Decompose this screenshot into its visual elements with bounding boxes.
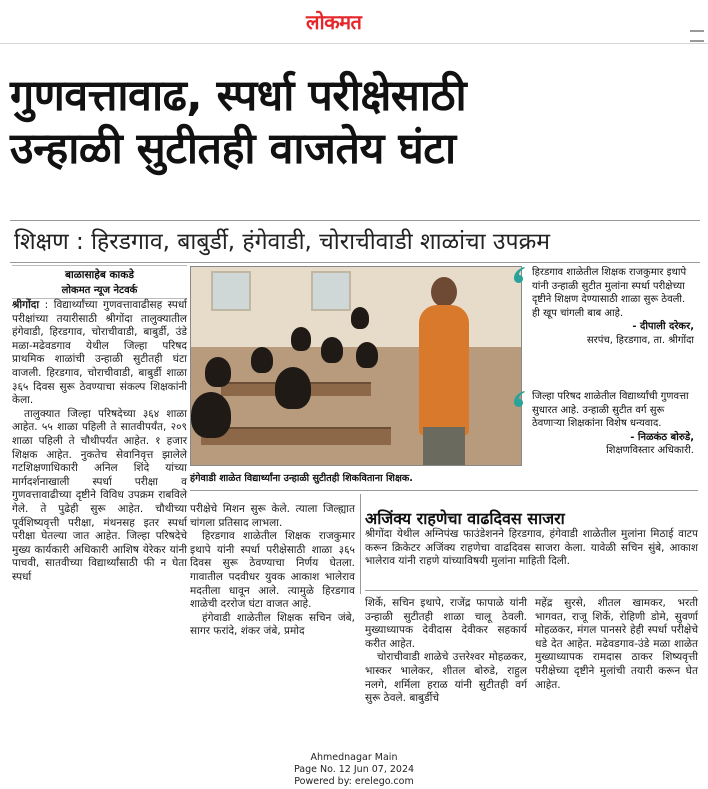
page-footer <box>0 752 708 788</box>
quote-role: शिक्षणविस्तार अधिकारी. <box>606 445 694 456</box>
quote-icon <box>512 266 528 284</box>
quote-name: - दीपाली दरेकर, <box>632 321 694 332</box>
byline-network: लोकमत न्यूज नेटवर्क <box>12 282 187 299</box>
divider <box>190 490 698 491</box>
article-column-3 <box>365 597 527 737</box>
quote-name: - निळकंठ बोरुडे, <box>630 431 694 443</box>
article-column-2 <box>190 503 355 733</box>
article-paragraph: परीक्षेचे मिशन सुरू केले. त्याला जिल्ह्यात चांगला प्रतिसाद लाभला. <box>190 503 355 529</box>
side-story-title: अजिंक्य राहणेचा वाढदिवस साजरा <box>365 509 565 528</box>
divider <box>365 590 698 591</box>
lokmat-logo: लोकमत <box>306 10 362 34</box>
subheadline: शिक्षण : हिरडगाव, बाबुर्डी, हंगेवाडी, चोराचीवाडी शाळांचा उपक्रम <box>14 229 550 255</box>
side-story-body: श्रीगोंदा येथील अग्निपंख फाउंडेशनने हिरडगाव, हंगेवाडी शाळेतील मुलांना मिठाई वाटप करून क्रिकेटर अजिंक्य राहणेचा वाढदिवस साजरा केला. यावेळी सचिन सुंबे, आकाश भालेराव यांनी राहणे यांच्याविषयी मुलांना माहिती दिली. <box>365 528 698 568</box>
article-column-4 <box>535 597 698 737</box>
quote-text: जिल्हा परिषद शाळेतील विद्यार्थ्यांची गुणवत्ता सुधारत आहे. उन्हाळी सुटीत वर्ग सुरू ठेवणाऱ्या शिक्षकांना विशेष धन्यवाद. <box>532 391 689 429</box>
photo-caption: हंगेवाडी शाळेत विद्यार्थ्यांना उन्हाळी सुटीतही शिकविताना शिक्षक. <box>190 473 413 484</box>
article-paragraph: हंगेवाडी शाळेतील शिक्षक सचिन जंबे, सागर फरांदे, शंकर जंबे, प्रमोद <box>190 611 355 638</box>
quote-text: हिरडगाव शाळेतील शिक्षक राजकुमार इथापे यांनी उन्हाळी सुटीत मुलांना स्पर्धा परीक्षेच्या दृष्टीने शिक्षण देण्यासाठी शाळा सुरू ठेवली. ही खूप चांगली बाब आहे. <box>532 267 687 319</box>
page-info: Page No. 12 Jun 07, 2024 <box>293 764 415 775</box>
headline <box>10 70 700 176</box>
quote-icon <box>512 390 528 408</box>
byline-author: बाळासाहेब काकडे <box>12 265 187 282</box>
quote-box-1 <box>532 266 694 347</box>
article-photo <box>190 266 522 466</box>
dateline: श्रीगोंदा <box>12 299 40 311</box>
powered-by-link[interactable]: Powered by: erelego.com <box>294 776 414 787</box>
article-paragraph: तालुक्यात जिल्हा परिषदेच्या ३६४ शाळा आहेत. ५५ शाळा पहिली ते सातवीपर्यंत, २०९ शाळा पहिली ते चौथीपर्यंत आहेत. १ हजार शिक्षक आहेत. नुकतेच सेवानिवृत्त झालेले गटशिक्षणाधिकारी अनिल शिंदे यांच्या मार्गदर्शनाखाली स्पर्धा परीक्षा व गुणवत्तावाढीच्या दृष्टीने विविध उपक्रम राबविले गेले. ते पुढेही सुरू आहेत. चौथीच्या पूर्वशिष्यवृत्ती परीक्षा, मंथनसह इतर स्पर्धा परीक्षा घेतल्या जात आहेत. जिल्हा परिषदेचे मुख्य कार्यकारी अधिकारी आशिष येरेकर यांनी पाचवी, सातवीच्या विद्यार्थ्यांसाठी फी न घेता स्पर्धा <box>12 407 187 583</box>
edition-label: Ahmednagar Main <box>310 752 398 763</box>
article-column-1 <box>12 299 187 749</box>
quote-box-2 <box>532 390 694 458</box>
masthead <box>0 0 708 44</box>
article-paragraph: श्रीगोंदा : विद्यार्थ्यांच्या गुणवत्तावाढीसह स्पर्धा परीक्षांच्या तयारीसाठी श्रीगोंदा तालुक्यातील हंगेवाडी, हिरडगाव, चोराचीवाडी, बाबुर्डी, उंडे मळा-मढेवडगाव येथील जिल्हा परिषद प्राथमिक शाळांची उन्हाळी सुटीतही घंटा वाजली. हिरडगाव, चोराचीवाडी, बाबुर्डी शाळा ३६५ दिवस सुरू ठेवण्याचा संकल्प शिक्षकांनी केला. <box>12 299 187 407</box>
menu-icon <box>690 30 704 42</box>
headline-line-1: गुणवत्तावाढ, स्पर्धा परीक्षेसाठी <box>10 71 467 121</box>
article-paragraph: चोराचीवाडी शाळेचे उत्तरेश्वर मोहळकर, भास्कर भालेकर, शीतल बोरुडे, राहुल नलगे, शर्मिला हराळ यांनी सुटीतही वर्ग सुरू ठेवले. बाबुर्डीचे <box>365 651 527 705</box>
byline <box>12 265 187 299</box>
divider <box>360 494 361 594</box>
headline-line-2: उन्हाळी सुटीतही वाजतेय घंटा <box>10 124 456 174</box>
divider <box>10 220 700 221</box>
article-paragraph: महेंद्र सुरसे, शीतल खामकर, भरती भागवत, राजू शिर्के, रोहिणी डोमे, सुवर्णा मोहळकर, मंगल पानसरे हेही स्पर्धा परीक्षेचे धडे देत आहेत. मढेवडगाव-उंडे मळा शाळेत मुख्याध्यापक रामदास ठाकर शिष्यवृत्ती परीक्षेच्या दृष्टीने मुलांची तयारी करून घेत आहेत. <box>535 597 698 691</box>
article-paragraph: शिर्के, सचिन इथापे, राजेंद्र फापाळे यांनी उन्हाळी सुटीतही शाळा चालू ठेवली. मुख्याध्यापक देवीदास देवीकर सहकार्य करीत आहेत. <box>365 597 527 650</box>
article-paragraph: हिरडगाव शाळेतील शिक्षक राजकुमार इथापे यांनी स्पर्धा परीक्षेसाठी शाळा ३६५ दिवस सुरू ठेवण्याचा निर्णय घेतला. गावातील पदवीधर युवक आकाश भालेराव मदतीला धावून आले. त्यामुळे हिरडगाव शाळेची दररोज घंटा वाजत आहे. <box>190 530 355 611</box>
divider <box>10 262 700 263</box>
quote-role: सरपंच, हिरडगाव, ता. श्रीगोंदा <box>586 334 694 346</box>
